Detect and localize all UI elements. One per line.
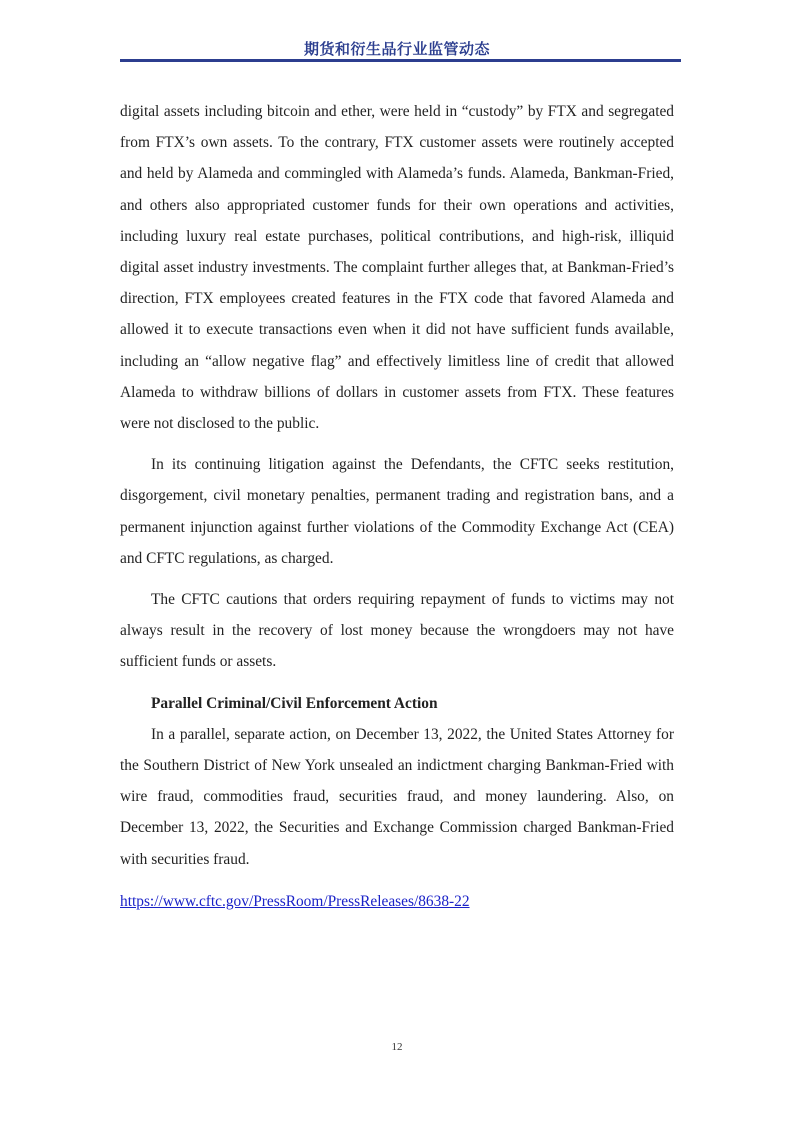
- body-text: [120, 96, 674, 917]
- source-link[interactable]: https://www.cftc.gov/PressRoom/PressReleases/8638-22: [120, 892, 470, 910]
- header-divider: [120, 59, 681, 62]
- paragraph-caution: The CFTC cautions that orders requiring repayment of funds to victims may not always result in the recovery of lost money because the wrongdoers may not have sufficient funds or assets.: [120, 591, 674, 671]
- paragraph-litigation: In its continuing litigation against the Defendants, the CFTC seeks restitution, disgorgement, civil monetary penalties, permanent trading and registration bans, and a permanent injunction against further violations of the Commodity Exchange Act (CEA) and CFTC regulations, as charged.: [120, 456, 674, 567]
- paragraph-parallel-action: In a parallel, separate action, on December 13, 2022, the United States Attorney for the Southern District of New York unsealed an indictment charging Bankman-Fried with wire fraud, commodities fraud, securities fraud, and money laundering. Also, on December 13, 2022, the Securities and Exchange Commission charged Bankman-Fried with securities fraud.: [120, 725, 674, 868]
- section-heading: Parallel Criminal/Civil Enforcement Action: [151, 694, 438, 712]
- running-header-title: 期货和衍生品行业监管动态: [303, 40, 490, 58]
- paragraph-continued: digital assets including bitcoin and ether, were held in “custody” by FTX and segregated from FTX’s own assets. To the contrary, FTX customer assets were routinely accepted and held by Alameda and commingled with Alameda’s funds. Alameda, Bankman-Fried, and others also appropriated customer funds for their own operations and activities, including luxury real estate purchases, political contributions, and high-risk, illiquid digital asset industry investments. The complaint further alleges that, at Bankman-Fried’s direction, FTX employees created features in the FTX code that favored Alameda and allowed it to execute transactions even when it did not have sufficient funds available, including an “allow negative flag” and effectively limitless line of credit that allowed Alameda to withdraw billions of dollars in customer assets from FTX. These features were not disclosed to the public.: [120, 103, 674, 433]
- page-number: 12: [391, 1041, 403, 1053]
